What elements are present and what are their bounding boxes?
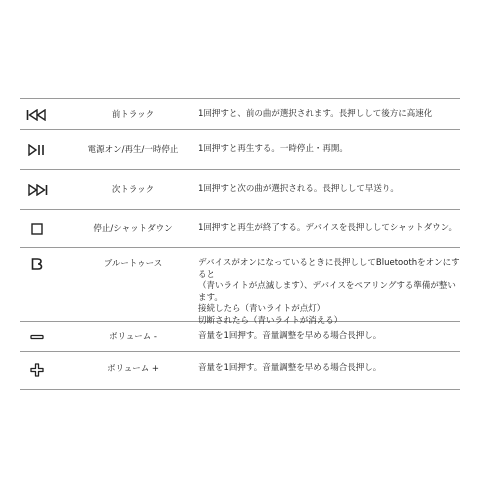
function-name: 次トラック [111, 185, 155, 195]
function-description: 1回押すと再生する。一時停止・再開。 [198, 144, 348, 154]
minus-icon [20, 331, 54, 343]
table-row [20, 210, 460, 248]
function-description: 1回押すと再生が終了する。デバイスを長押ししてシャットダウン。 [198, 223, 457, 233]
table-row [20, 248, 460, 326]
skip-back-icon [20, 109, 54, 121]
function-description: 1回押すと次の曲が選択される。長押しして早送り。 [198, 184, 399, 194]
table-row [20, 130, 460, 170]
function-name: ボリューム - [108, 332, 157, 342]
function-description: 音量を1回押す。音量調整を早める場合長押し。 [198, 331, 382, 341]
table-row [20, 98, 460, 130]
table-row [20, 352, 460, 390]
table-row [20, 322, 460, 352]
function-description: 音量を1回押す。音量調整を早める場合長押し。 [198, 363, 382, 373]
function-description: 1回押すと、前の曲が選択されます。長押しして後方に高速化 [198, 109, 433, 119]
button-function-table [20, 98, 460, 390]
play-pause-icon [20, 144, 54, 156]
function-name: 電源オン/再生/一時停止 [87, 145, 179, 155]
plus-icon [20, 363, 54, 377]
bluetooth-icon [20, 258, 54, 270]
function-description: デバイスがオンになっているときに長押ししてBluetoothをオンにすると （青いライトが点滅します）、デバイスをペアリングする準備が整います。 接続したら（青いライトが点灯） 切断されたら（青いライトが消える） [198, 258, 460, 326]
function-name: ブルートゥース [103, 259, 163, 269]
function-name: 前トラック [111, 110, 155, 120]
function-name: 停止/シャットダウン [93, 224, 173, 234]
table-row [20, 170, 460, 210]
skip-forward-icon [20, 184, 54, 196]
function-name: ボリューム + [106, 364, 160, 374]
stop-square-icon [20, 223, 54, 235]
